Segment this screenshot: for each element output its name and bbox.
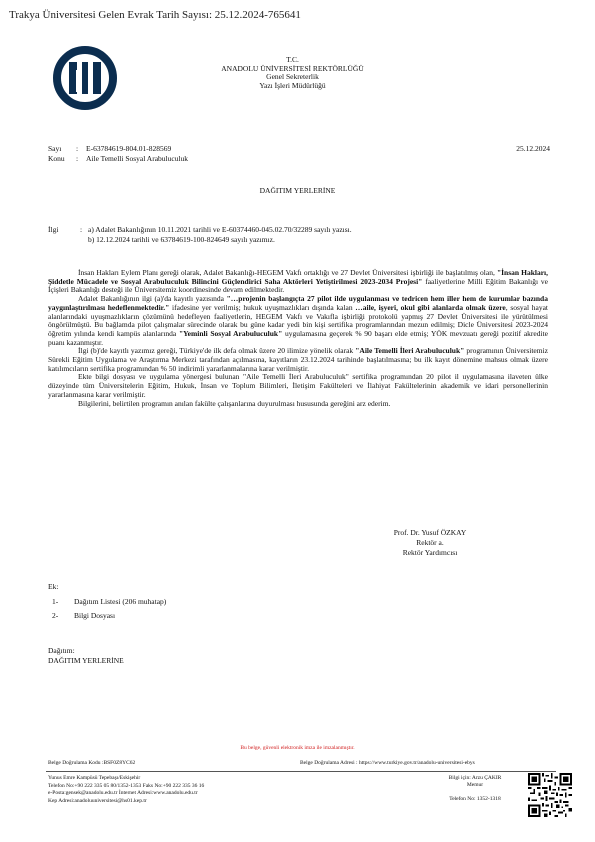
paragraph-2-text-cont: , sosyal hayat alanlarındaki uyuşmazlıkların çözümünü hedefleyen faaliyetlerin, HEGEM Vakfı ve Vakıfla işbirliği protokolü yapmış 27 Devlet Üniversitesi ile yürütülmesi öngörülmüştü. Bu bağlamda pilot çalışmalar sürecinde olarak bu güne kadar yedi bin kişi sertifika programlarından mezun edilmiş; Dicle Üniversitesi 2023-2024 öğretim yılında kendi kampüs alanlarında	[48, 302, 548, 338]
reference-item-a: a) Adalet Bakanlığının 10.11.2021 tarihli ve E-60374460-045.02.70/32289 sayılı yazısı.	[88, 225, 352, 234]
paragraph-2-text-mid: ifadesine yer verilmiş; hukuk uyuşmazlıkları dışında kalan	[169, 302, 356, 312]
project-name: "İnsan Hakları, Şiddetle Mücadele ve Sosyal Arabuluculuk Bilincini Güçlendirici Saha Aktörleri Yetiştirilmesi 2023-2034 Projesi"	[48, 268, 548, 286]
info-contact-phone: Telefon No: 1352-1318	[449, 795, 501, 802]
subject-row	[48, 154, 348, 164]
paragraph-3-text-end: programının Üniversitemiz Sürekli Eğitim Uygulama ve Araştırma Merkezi tarafından açılmasına, kayıtların 23.12.2024 tarihinde başlatılmasına; bu ilk kayıt dönemine mahsus olmak üzere katılımcıların sertifika programından % 50 indirimli yararlanmalarına karar verilmiştir.	[48, 346, 548, 373]
letterhead-department: Genel Sekreterlik	[266, 72, 319, 82]
subject-colon: :	[76, 154, 79, 163]
paragraph-2-quote: "…projenin başlangıçta 27 pilot ilde uygulanması ve tedricen hem iller hem de kurumlar bazında yaygınlaştırılması hedeflenmektedir."	[48, 294, 548, 312]
attachment-number: 1-	[52, 597, 59, 606]
contact-address	[48, 775, 204, 805]
attachment-number: 2-	[52, 611, 59, 620]
paragraph-2-program: "Yeminli Sosyal Arabuluculuk"	[178, 328, 283, 338]
subject-label: Konu	[48, 154, 65, 163]
letterhead-university: ANADOLU ÜNİVERSİTESİ REKTÖRLÜĞÜ	[221, 63, 364, 73]
address-line: Yunus Emre Kampüsü Tepebaşı/Eskişehir	[48, 775, 141, 781]
attachment-item	[52, 597, 252, 607]
paragraph-1	[48, 269, 548, 295]
document-number-row	[48, 144, 348, 154]
distribution-block	[48, 646, 124, 665]
kep-line: Kep Adresi:anadoluuniversitesi@hs01.kep.tr	[48, 797, 147, 804]
verification-address[interactable]: Belge Doğrulama Adresi : https://www.turkiye.gov.tr/anadolu-universitesi-ebys	[300, 760, 475, 766]
signature-block	[370, 528, 490, 557]
paragraph-1-text: İnsan Hakları Eylem Planı gereği olarak, Adalet Bakanlığı-HEGEM Vakfı ortaklığı ve 27 Devlet Üniversitesi işbirliği ile başlatılmış olan,	[78, 268, 497, 277]
letterhead	[170, 56, 415, 91]
footer-divider	[46, 771, 556, 772]
reference-label: İlgi	[48, 225, 59, 234]
document-date: 25.12.2024	[516, 144, 550, 153]
document-number-label: Sayı	[48, 144, 62, 153]
signatory-name: Prof. Dr. Yusuf ÖZKAY	[393, 528, 467, 537]
e-signature-note: Bu belge, güvenli elektronik imza ile imzalanmıştır.	[240, 745, 355, 751]
letterhead-office: Yazı İşleri Müdürlüğü	[259, 81, 326, 91]
document-number-colon: :	[76, 144, 79, 153]
university-logo	[52, 46, 118, 110]
paragraph-3	[48, 347, 548, 373]
paragraph-2-text: Adalet Bakanlığının ilgi (a)'da kayıtlı yazısında	[78, 294, 227, 304]
paragraph-4: Ekte bilgi dosyası ve uygulama yönergesi bulunan "Aile Temelli İleri Arabuluculuk" sertifika programından 20 pilot il uygulamasına ilaveten ülke düzeyinde tüm Üniversitelerin Eğitim, Hukuk, İnsan ve Toplum Bilimleri, İletişim Fakülteleri ve İlahiyat Fakültelerinin akademik ve idari personellerinin yararlanmasına karar verilmiştir.	[48, 372, 548, 399]
incoming-document-stamp: Trakya Üniversitesi Gelen Evrak Tarih Sayısı: 25.12.2024-765641	[9, 9, 301, 21]
paragraph-3-text: İlgi (b)'de kayıtlı yazımız gereği, Türkiye'de ilk defa olmak üzere 20 ilimize yönelik olarak	[78, 346, 356, 356]
paragraph-2-text-end: uygulamasına geçerek % 90 başarı elde etmiş; YÖK mevzuatı gereği pozitif akredite puanı kazanmıştır.	[48, 328, 548, 347]
phone-line: Telefon No:+90 222 335 05 80/1352-1353 Faks No:+90 222 335 36 16	[48, 782, 205, 789]
letter-body	[48, 269, 548, 408]
verification-code: Belge Doğrulama Kodu :BSF0Z8YC62	[48, 760, 136, 766]
reference-block	[48, 225, 548, 247]
attachment-text: Bilgi Dosyası	[74, 611, 116, 620]
paragraph-5: Bilgilerini, belirtilen programın anılan fakülte çalışanlarına duyurulması hususunda gereğini arz ederim.	[78, 398, 391, 408]
qr-code-icon	[528, 773, 572, 817]
paragraph-2	[48, 295, 548, 347]
attachment-text: Dağıtım Listesi (206 muhatap)	[74, 597, 167, 606]
reference-item-b: b) 12.12.2024 tarihli ve 63784619-100-824649 sayılı yazımız.	[88, 235, 275, 245]
attachments-label: Ek:	[48, 582, 59, 591]
paragraph-1-text-end: faaliyetlerine Milli Eğitim Bakanlığı ve İçişleri Bakanlığı desteği ile Üniversitemiz koordinesinde devam edilmektedir.	[48, 276, 549, 295]
paragraph-2-emphasis: …aile, işyeri, okul gibi alanlarda olmak üzere	[355, 302, 506, 312]
document-number-value: E-63784619-804.01-828569	[86, 144, 172, 153]
distribution-value: DAĞITIM YERLERİNE	[48, 655, 124, 665]
reference-colon: :	[80, 225, 83, 234]
paragraph-3-program: "Aile Temelli İleri Arabuluculuk"	[355, 346, 465, 356]
attachment-item	[52, 611, 252, 621]
info-contact-title: Memur	[466, 782, 484, 789]
email-line[interactable]: e-Posta:gensek@anadolu.edu.tr İnternet Adresi:www.anadolu.edu.tr	[48, 790, 198, 797]
letterhead-tc: T.C.	[286, 55, 299, 64]
signatory-title-1: Rektör a.	[416, 537, 444, 547]
addressee-title: DAĞITIM YERLERİNE	[259, 186, 336, 195]
signatory-title-2: Rektör Yardımcısı	[402, 547, 458, 557]
info-contact	[420, 775, 530, 803]
subject-value: Aile Temelli Sosyal Arabuluculuk	[86, 154, 189, 163]
info-contact-name: Bilgi için: Arzu ÇAKIR	[448, 775, 502, 781]
distribution-label: Dağıtım:	[48, 646, 75, 655]
